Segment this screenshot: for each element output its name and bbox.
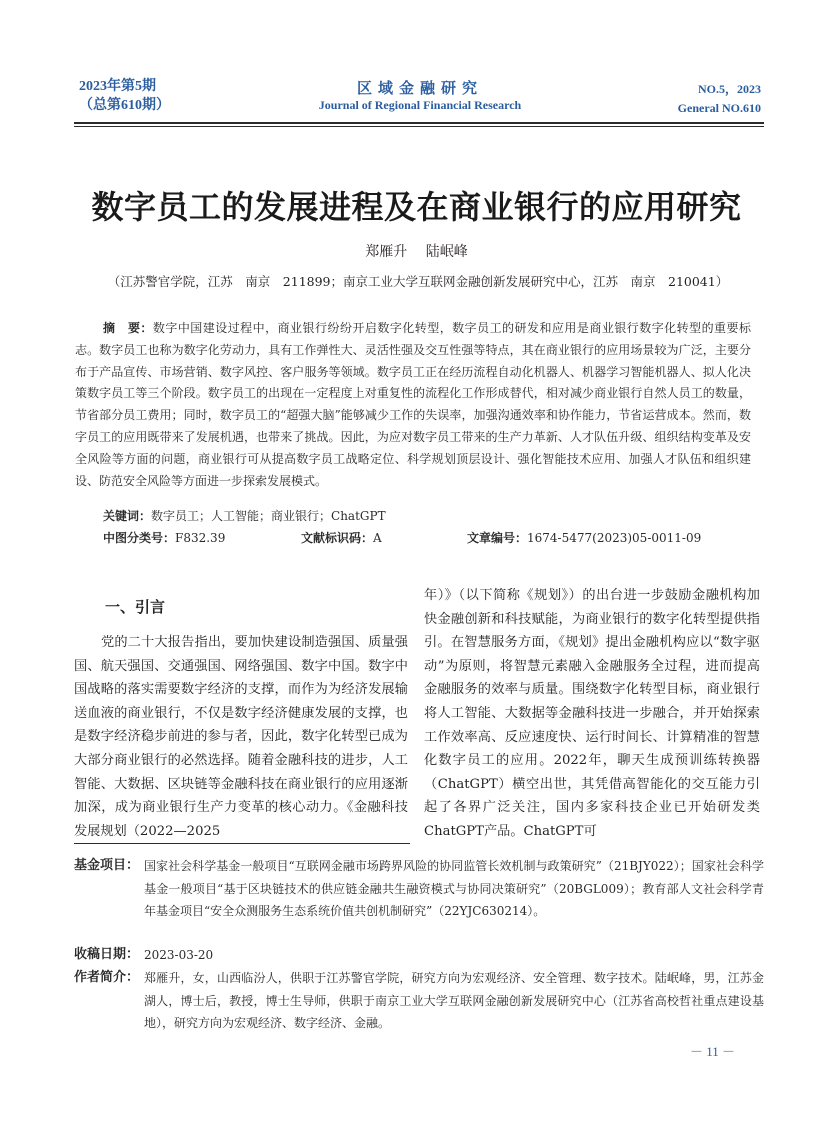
body-paragraph: 党的二十大报告指出，要加快建设制造强国、质量强国、航天强国、交通强国、网络强国、数字中国。数字中国战略的落实需要数字经济的支撑，而作为为经济发展输送血液的商业银行，不仅是数字经济健康发展的支撑，也是数字经济稳步前进的参与者，因此，数字化转型已成为大部分商业银行的必然选择。随着金融科技的进步，人工智能、大数据、区块链等金融科技在商业银行的应用逐渐加深，成为商业银行生产力变革的核心动力。《金融科技发展规划（2022—2025 (74, 635, 408, 839)
article-no-value: 1674-5477(2023)05-0011-09 (527, 531, 702, 545)
author-bio (74, 967, 764, 1035)
page-number: － 11 － (690, 1044, 736, 1059)
clc-label: 中图分类号： (103, 531, 176, 545)
abstract-text: 数字中国建设过程中，商业银行纷纷开启数字化转型，数字员工的研发和应用是商业银行数字化转型的重要标志。数字员工也称为数字化劳动力，具有工作弹性大、灵活性强及交互性强等特点，其在商业银行的应用场景较为广泛，主要分布于产品宣传、市场营销、数字风控、客户服务等领域。数字员工正在经历流程自动化机器人、机器学习智能机器人、拟人化决策数字员工等三个阶段。数字员工的出现在一定程度上对重复性的流程化工作形成替代，相对减少商业银行自然人员工的数量，节省部分员工费用；同时，数字员工的“超强大脑”能够减少工作的失误率，加强沟通效率和协作能力，节省运营成本。然而，数字员工的应用既带来了发展机遇，也带来了挑战。因此，为应对数字员工带来的生产力革新、人才队伍升级、组织结构变革及安全风险等方面的问题，商业银行可从提高数字员工战略定位、科学规划顶层设计、强化智能技术应用、加强人才队伍和组织建设、防范安全风险等方面进一步探索发展模式。 (75, 321, 751, 488)
author-affiliation: （江苏警官学院，江苏 南京 211899；南京工业大学互联网金融创新发展研究中心，江苏 南京 210041） (107, 274, 729, 289)
article-title: 数字员工的发展进程及在商业银行的应用研究 (91, 188, 742, 226)
abstract-label: 摘 要： (103, 321, 153, 335)
journal-name-cn: 区域金融研究 (356, 79, 483, 97)
journal-name (77, 79, 763, 113)
bio-text: 郑雁升，女，山西临汾人，供职于江苏警官学院，研究方向为宏观经济、安全管理、数字技术。陆岷峰，男，江苏金湖人，博士后，教授，博士生导师，供职于南京工业大学互联网金融创新发展研究中心（江苏省高校哲社重点建设基地），研究方向为宏观经济、数字经济、金融。 (144, 971, 764, 1030)
body-paragraph: 年）》（以下简称《规划》）的出台进一步鼓励金融机构加快金融创新和科技赋能，为商业银行的数字化转型提供指引。在智慧服务方面，《规划》提出金融机构应以“数字驱动”为原则，将智慧元素融入金融服务全过程，进而提高金融服务的效率与质量。围绕数字化转型目标，商业银行将人工智能、大数据等金融科技进一步融合，并开始探索工作效率高、反应速度快、运行时间长、计算精准的智慧化数字员工的应用。2022年，聊天生成预训练转换器（ChatGPT）横空出世，其凭借高智能化的交互能力引起了各界广泛关注，国内多家科技企业已开始研发类ChatGPT产品。ChatGPT可 (424, 588, 760, 839)
funding-label: 基金项目： (74, 858, 140, 873)
issue-number-line-1: NO.5，2023 (697, 82, 761, 96)
received-value: 2023-03-20 (144, 948, 214, 962)
keywords-value: 数字员工；人工智能；商业银行；ChatGPT (151, 509, 386, 523)
keywords-label: 关键词： (103, 509, 152, 523)
author-name: 郑雁升 (365, 244, 408, 260)
classification-line (103, 528, 702, 548)
received-label: 收稿日期： (74, 947, 140, 962)
doc-code-field (301, 528, 382, 548)
author-list (0, 241, 833, 261)
doc-code-label: 文献标识码： (301, 531, 374, 545)
issue-line-2: （总第610期） (79, 98, 170, 113)
body-column-left (74, 631, 408, 843)
issue-number (678, 80, 761, 118)
journal-name-en: Journal of Regional Financial Research (318, 98, 522, 112)
issue-line-1: 2023年第5期 (79, 79, 156, 94)
funding-note (74, 855, 764, 923)
footnote-rule (74, 843, 410, 844)
author-name: 陆岷峰 (425, 244, 468, 260)
article-no-label: 文章编号： (467, 531, 528, 545)
header-rule-thick (74, 122, 764, 124)
article-no-field (467, 528, 701, 548)
doc-code-value: A (373, 531, 382, 545)
bio-label: 作者简介： (74, 970, 140, 985)
abstract (75, 318, 751, 492)
received-date (74, 944, 764, 967)
section-heading: 一、引言 (105, 598, 166, 616)
header-rule-thin (74, 126, 764, 127)
clc-value: F832.39 (175, 531, 226, 545)
body-column-right (424, 584, 760, 844)
keywords (103, 506, 386, 526)
running-header (77, 74, 763, 120)
funding-text: 国家社会科学基金一般项目“互联网金融市场跨界风险的协同监管长效机制与政策研究”（21BJY022）；国家社会科学基金一般项目“基于区块链技术的供应链金融共生融资模式与协同决策研究”（20BGL009）；教育部人文社会科学青年基金项目“安全众测服务生态系统价值共创机制研究”（22YJC630214）。 (144, 859, 764, 918)
issue-number-line-2: General NO.610 (677, 101, 761, 115)
clc-field (103, 531, 225, 545)
